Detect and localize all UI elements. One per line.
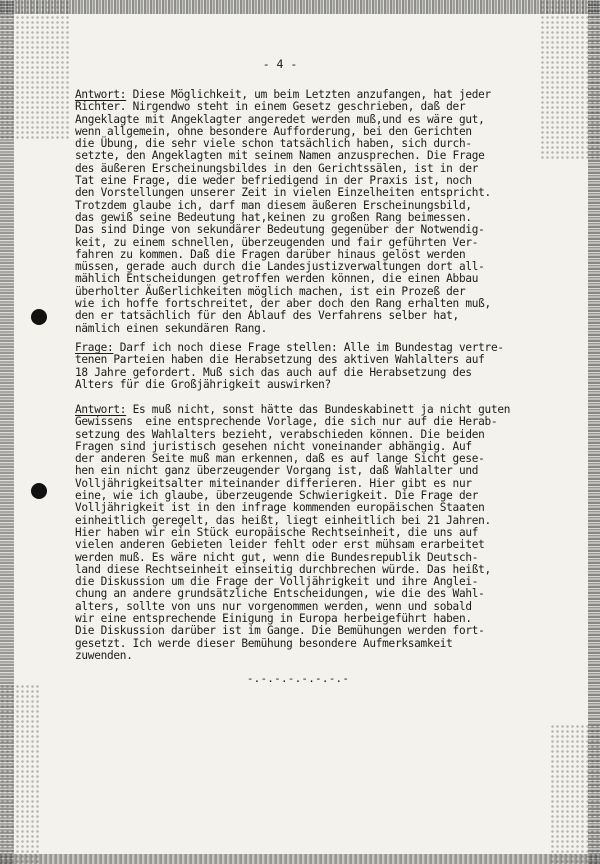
line-text: Gewissens eine entsprechende Vorlage, die sich nur auf die Herab- <box>75 415 498 429</box>
line-text: fahren zu kommen. Daß die Fragen darüber hinaus gelöst werden <box>75 247 466 261</box>
scan-edge-bottom <box>0 854 600 864</box>
line-text: überholter Äußerlichkeiten möglich machen, ist ein Prozeß der <box>75 284 466 298</box>
scan-edge-top <box>0 0 600 14</box>
answer-section <box>75 89 573 335</box>
punch-hole <box>31 309 47 325</box>
line-text: Hier haben wir ein Stück europäische Rechtseinheit, die uns auf <box>75 525 479 539</box>
line-text: wie ich hoffe fortschreitet, der aber doch den Rang erhalten muß, <box>75 297 491 311</box>
line-text: eine, wie ich glaube, überzeugende Schwierigkeit. Die Frage der <box>75 489 479 503</box>
line-text: der anderen Seite muß man erkennen, daß es auf lange Sicht gese- <box>75 452 485 466</box>
line-text: hen ein nicht ganz überzeugender Vorgang ist, daß Wahlalter und <box>75 464 479 478</box>
answer-section <box>75 404 573 662</box>
page-number: - 4 - <box>262 57 298 71</box>
line-text: keit, zu einem schnellen, überzeugenden und fair geführten Ver- <box>75 235 479 249</box>
line-text: den Vorstellungen unserer Zeit in vielen Einzelheiten entspricht. <box>75 186 491 200</box>
line-text: das gewiß seine Bedeutung hat,keinen zu großen Rang beimessen. <box>75 210 472 224</box>
line-text: alters, sollte von uns nur vorgenommen werden, wenn und sobald <box>75 599 472 613</box>
question-section <box>75 342 573 391</box>
line-text: nämlich einen sekundären Rang. <box>75 321 267 335</box>
text-line <box>75 650 573 662</box>
line-text: Das sind Dinge von sekundärer Bedeutung gegenüber der Notwendig- <box>75 223 485 237</box>
line-text: die Diskussion um die Frage der Volljährigkeit und ihre Anglei- <box>75 575 479 589</box>
scan-speckle <box>0 684 40 864</box>
scan-edge-left <box>0 0 14 864</box>
line-text: Es muß nicht, sonst hätte das Bundeskabinett ja nicht guten <box>126 403 511 416</box>
speaker-label: Frage: <box>75 341 114 354</box>
text-line <box>75 323 573 335</box>
line-text: werden muß. Es wäre nicht gut, wenn die Bundesrepublik Deutsch- <box>75 550 479 564</box>
line-text: den er tatsächlich für den Ablauf des Verfahrens selber hat, <box>75 309 459 323</box>
line-text: Diese Möglichkeit, um beim Letzten anzufangen, hat jeder <box>126 88 491 101</box>
line-text: Darf ich noch diese Frage stellen: Alle im Bundestag vertre- <box>113 341 504 354</box>
speaker-label: Antwort: <box>75 88 127 101</box>
line-text: Tat eine Frage, die weder befriedigend in der Praxis ist, noch <box>75 174 472 188</box>
closing-separator: -.-.-.-.-.-.-.- <box>246 672 350 685</box>
line-text: tenen Parteien haben die Herabsetzung des aktiven Wahlalters auf <box>75 353 485 367</box>
scan-edge-right <box>588 0 600 864</box>
line-text: land diese Rechtseinheit einseitig durchbrechen würde. Das heißt, <box>75 562 491 576</box>
line-text: einheitlich geregelt, das heißt, liegt einheitlich bei 21 Jahren. <box>75 513 491 527</box>
line-text: vielen anderen Gebieten leider fehlt oder erst mühsam erarbeitet <box>75 538 485 552</box>
line-text: mählich Entscheidungen getroffen werden können, die einen Abbau <box>75 272 479 286</box>
line-text: des äußeren Erscheinungsbildes in den Gerichtssälen, ist in der <box>75 161 479 175</box>
line-text: chung an andere grundsätzliche Entscheidungen, wie die des Wahl- <box>75 587 485 601</box>
line-text: Volljährigkeitsalter miteinander differieren. Hier gibt es nur <box>75 476 472 490</box>
text-line <box>75 638 573 650</box>
line-text: Trotzdem glaube ich, darf man diesem äußeren Erscheinungsbild, <box>75 198 472 212</box>
line-text: wenn allgemein, ohne besondere Aufforderung, bei den Gerichten <box>75 124 472 138</box>
line-text: zuwenden. <box>75 648 133 662</box>
line-text: wir eine entsprechende Einigung in Europa herbeigeführt haben. <box>75 612 472 626</box>
line-text: Die Diskussion darüber ist im Gange. Die Bemühungen werden fort- <box>75 624 485 638</box>
line-text: Fragen sind juristisch gesehen nicht voneinander abhängig. Auf <box>75 439 472 453</box>
line-text: Volljährigkeit ist in den infrage kommenden europäischen Staaten <box>75 501 485 515</box>
line-text: setzung des Wahlalters bezieht, verabschieden können. Die beiden <box>75 427 485 441</box>
punch-hole <box>31 483 47 499</box>
line-text: setzte, den Angeklagten mit seinem Namen anzusprechen. Die Frage <box>75 149 485 163</box>
line-text: Alters für die Großjährigkeit auswirken? <box>75 377 331 391</box>
speaker-label: Antwort: <box>75 403 127 416</box>
line-text: müssen, gerade auch durch die Landesjustizverwaltungen dort all- <box>75 260 485 274</box>
line-text: 18 Jahre gefordert. Muß sich das auch auf die Herabsetzung des <box>75 365 472 379</box>
text-line <box>75 379 573 391</box>
scan-speckle <box>550 724 600 864</box>
line-text: die Übung, die sehr viele schon tatsächlich haben, sich durch- <box>75 137 472 151</box>
line-text: Richter. Nirgendwo steht in einem Gesetz geschrieben, daß der <box>75 100 466 114</box>
line-text: Angeklagte mit Angeklagter angeredet werden muß,und es wäre gut, <box>75 112 485 126</box>
line-text: gesetzt. Ich werde dieser Bemühung besondere Aufmerksamkeit <box>75 636 453 650</box>
